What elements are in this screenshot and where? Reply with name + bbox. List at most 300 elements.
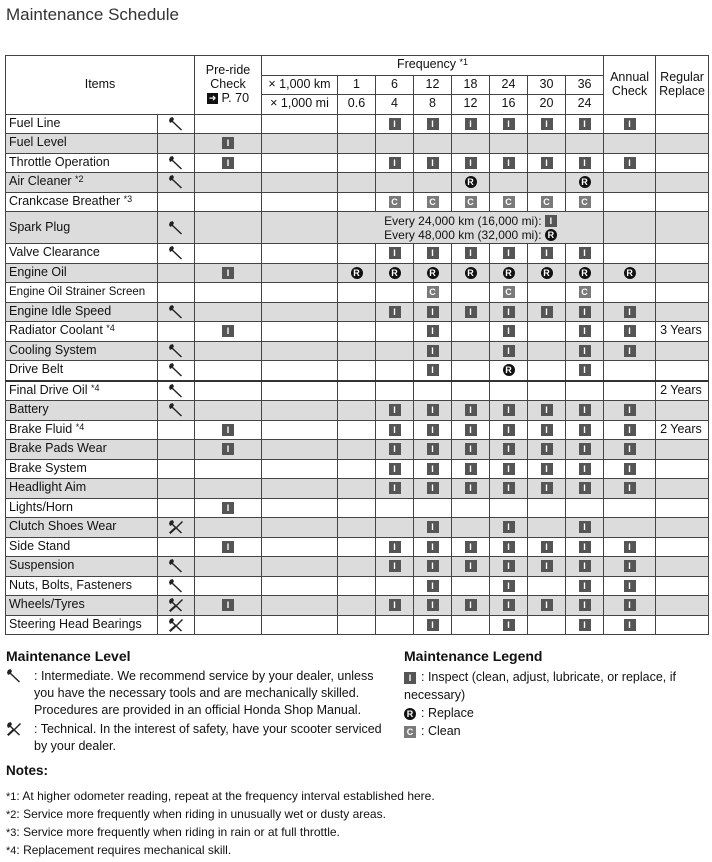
header-preride-line1: Pre-ride [205, 63, 251, 78]
inspect-icon: I [579, 424, 591, 436]
freq-cell-0 [338, 440, 376, 460]
inspect-icon: I [624, 580, 636, 592]
regular-cell [656, 498, 709, 518]
table-row [6, 459, 709, 479]
unit-spacer-cell [262, 518, 338, 538]
legend-clean [404, 722, 704, 740]
freq-cell-1 [376, 322, 414, 342]
inspect-icon: I [389, 247, 401, 259]
freq-cell-1 [376, 498, 414, 518]
replace-icon: R [579, 267, 591, 279]
inspect-icon: I [465, 404, 477, 416]
notes-section [6, 763, 706, 860]
freq-cell-4 [490, 173, 528, 193]
freq-cell-3 [452, 596, 490, 616]
clean-icon: C [541, 196, 553, 208]
item-label: Air Cleaner [9, 174, 72, 189]
freq-cell-3 [452, 401, 490, 421]
notes-heading: Notes: [6, 763, 49, 778]
freq-cell-6 [566, 192, 604, 212]
item-name [6, 244, 158, 264]
freq-cell-1 [376, 557, 414, 577]
header-mi-5: 20 [528, 95, 566, 115]
freq-cell-4 [490, 479, 528, 499]
freq-cell-2 [414, 557, 452, 577]
freq-cell-3 [452, 153, 490, 173]
header-preride-ref [195, 92, 261, 106]
freq-cell-4 [490, 192, 528, 212]
freq-cell-2 [414, 615, 452, 635]
note-3 [6, 824, 706, 842]
annual-cell [604, 479, 656, 499]
freq-cell-2 [414, 459, 452, 479]
inspect-icon: I [503, 619, 515, 631]
wrench-icon [168, 245, 184, 261]
regular-cell [656, 212, 709, 244]
inspect-icon: I [465, 463, 477, 475]
regular-cell [656, 401, 709, 421]
unit-spacer-cell [262, 596, 338, 616]
inspect-icon: I [427, 443, 439, 455]
unit-spacer-cell [262, 537, 338, 557]
freq-cell-0 [338, 615, 376, 635]
item-name [6, 114, 158, 134]
table-row [6, 361, 709, 381]
header-km-4: 24 [490, 75, 528, 95]
inspect-icon: I [541, 560, 553, 572]
replace-icon: R [503, 364, 515, 376]
inspect-icon: I [222, 325, 234, 337]
header-preride-line2: Check [210, 76, 246, 91]
note-text: : Service more frequently when riding in unusually wet or dusty areas. [16, 807, 386, 821]
inspect-icon: I [579, 247, 591, 259]
freq-cell-6 [566, 615, 604, 635]
freq-cell-3 [452, 615, 490, 635]
item-tool [158, 440, 195, 460]
freq-cell-5 [528, 283, 566, 303]
inspect-icon: I [427, 364, 439, 376]
preride-cell [195, 153, 262, 173]
regular-cell [656, 302, 709, 322]
item-tool [158, 518, 195, 538]
item-name [6, 498, 158, 518]
item-name [6, 420, 158, 440]
header-annual [604, 56, 656, 115]
inspect-icon: I [503, 443, 515, 455]
freq-cell-1 [376, 518, 414, 538]
item-name [6, 134, 158, 154]
item-label: Fuel Line [9, 115, 61, 130]
freq-cell-1 [376, 537, 414, 557]
inspect-icon: I [579, 482, 591, 494]
table-row [6, 479, 709, 499]
annual-cell [604, 341, 656, 361]
freq-cell-2 [414, 498, 452, 518]
clean-icon: C [503, 286, 515, 298]
inspect-icon: I [503, 157, 515, 169]
inspect-icon: I [624, 463, 636, 475]
replace-icon: R [579, 176, 591, 188]
unit-spacer-cell [262, 153, 338, 173]
inspect-icon: I [541, 118, 553, 130]
freq-cell-4 [490, 459, 528, 479]
inspect-icon: I [579, 443, 591, 455]
unit-spacer-cell [262, 134, 338, 154]
preride-cell [195, 212, 262, 244]
freq-cell-6 [566, 361, 604, 381]
inspect-icon: I [624, 560, 636, 572]
regular-cell [656, 596, 709, 616]
preride-cell [195, 557, 262, 577]
item-tool [158, 459, 195, 479]
item-label: Steering Head Bearings [9, 616, 142, 631]
table-row [6, 420, 709, 440]
spark-line-2 [338, 228, 603, 242]
item-name [6, 361, 158, 381]
item-name [6, 615, 158, 635]
clean-icon: C [465, 196, 477, 208]
inspect-icon: I [427, 463, 439, 475]
freq-cell-4 [490, 341, 528, 361]
freq-cell-2 [414, 283, 452, 303]
preride-cell [195, 498, 262, 518]
inspect-icon: I [624, 118, 636, 130]
freq-cell-4 [490, 302, 528, 322]
inspect-icon: I [465, 118, 477, 130]
preride-cell [195, 537, 262, 557]
item-note: *4 [90, 382, 100, 393]
table-row [6, 537, 709, 557]
wrench-icon [168, 220, 184, 236]
inspect-icon: I [541, 541, 553, 553]
table-row [6, 381, 709, 401]
freq-cell-2 [414, 576, 452, 596]
annual-cell [604, 302, 656, 322]
item-label: Battery [9, 402, 49, 417]
freq-cell-5 [528, 263, 566, 283]
regular-cell [656, 283, 709, 303]
inspect-icon: I [541, 306, 553, 318]
item-name [6, 212, 158, 244]
inspect-icon: I [624, 482, 636, 494]
item-name [6, 153, 158, 173]
freq-cell-5 [528, 341, 566, 361]
inspect-icon: I [579, 364, 591, 376]
inspect-icon: I [545, 215, 557, 227]
inspect-icon: I [624, 443, 636, 455]
freq-cell-4 [490, 615, 528, 635]
freq-cell-4 [490, 537, 528, 557]
freq-cell-5 [528, 302, 566, 322]
freq-cell-1 [376, 244, 414, 264]
freq-cell-6 [566, 283, 604, 303]
table-row [6, 440, 709, 460]
freq-cell-6 [566, 479, 604, 499]
replace-icon: R [427, 267, 439, 279]
inspect-icon: I [624, 325, 636, 337]
freq-cell-0 [338, 322, 376, 342]
inspect-icon: I [579, 599, 591, 611]
legend-clean-text: : Clean [421, 724, 461, 738]
item-label: Radiator Coolant [9, 323, 103, 338]
header-mi-2: 8 [414, 95, 452, 115]
inspect-icon: I [503, 560, 515, 572]
freq-cell-2 [414, 361, 452, 381]
table-row [6, 192, 709, 212]
freq-cell-6 [566, 134, 604, 154]
table-row [6, 302, 709, 322]
preride-cell [195, 361, 262, 381]
freq-cell-5 [528, 322, 566, 342]
annual-cell [604, 596, 656, 616]
inspect-icon: I [503, 541, 515, 553]
freq-cell-1 [376, 263, 414, 283]
item-label: Brake System [9, 460, 87, 475]
freq-cell-5 [528, 173, 566, 193]
inspect-icon: I [579, 404, 591, 416]
inspect-icon: I [541, 247, 553, 259]
note-text: : At higher odometer reading, repeat at the frequency interval established here. [16, 789, 435, 803]
freq-cell-6 [566, 302, 604, 322]
freq-cell-5 [528, 440, 566, 460]
freq-cell-5 [528, 479, 566, 499]
inspect-icon: I [222, 267, 234, 279]
unit-spacer-cell [262, 459, 338, 479]
annual-cell [604, 537, 656, 557]
freq-cell-6 [566, 557, 604, 577]
regular-cell [656, 557, 709, 577]
inspect-icon: I [503, 580, 515, 592]
freq-cell-0 [338, 557, 376, 577]
freq-cell-2 [414, 302, 452, 322]
freq-cell-6 [566, 596, 604, 616]
inspect-icon: I [579, 541, 591, 553]
item-name [6, 381, 158, 401]
regular-cell [656, 615, 709, 635]
freq-cell-1 [376, 459, 414, 479]
freq-cell-2 [414, 596, 452, 616]
freq-cell-4 [490, 440, 528, 460]
item-label: Brake Fluid [9, 421, 73, 436]
inspect-icon: I [389, 463, 401, 475]
notes-list [6, 788, 706, 860]
annual-cell [604, 263, 656, 283]
freq-cell-4 [490, 134, 528, 154]
regular-cell [656, 518, 709, 538]
header-km-5: 30 [528, 75, 566, 95]
maintenance-table [5, 55, 709, 635]
freq-cell-2 [414, 192, 452, 212]
regular-cell [656, 153, 709, 173]
inspect-icon: I [427, 118, 439, 130]
preride-cell [195, 263, 262, 283]
clean-icon: C [427, 286, 439, 298]
unit-spacer-cell [262, 192, 338, 212]
header-km-1: 6 [376, 75, 414, 95]
inspect-icon: I [427, 599, 439, 611]
item-label: Nuts, Bolts, Fasteners [9, 577, 132, 592]
freq-cell-3 [452, 479, 490, 499]
freq-cell-2 [414, 173, 452, 193]
unit-spacer-cell [262, 361, 338, 381]
annual-cell [604, 134, 656, 154]
item-label: Headlight Aim [9, 480, 87, 495]
item-label: Side Stand [9, 538, 71, 553]
item-tool [158, 114, 195, 134]
inspect-icon: I [427, 521, 439, 533]
clean-icon: C [579, 196, 591, 208]
inspect-icon: I [427, 560, 439, 572]
inspect-icon: I [222, 424, 234, 436]
unit-spacer-cell [262, 381, 338, 401]
header-regular-line2: Replace [659, 83, 705, 98]
item-name [6, 283, 158, 303]
freq-cell-5 [528, 192, 566, 212]
replace-icon: R [404, 708, 416, 720]
preride-cell [195, 596, 262, 616]
freq-cell-2 [414, 479, 452, 499]
item-tool [158, 361, 195, 381]
wrench-icon [168, 578, 184, 594]
annual-cell [604, 114, 656, 134]
annual-cell [604, 576, 656, 596]
note-4 [6, 842, 706, 860]
table-row [6, 518, 709, 538]
item-tool [158, 381, 195, 401]
freq-cell-0 [338, 498, 376, 518]
inspect-icon: I [427, 580, 439, 592]
item-tool [158, 576, 195, 596]
header-km-6: 36 [566, 75, 604, 95]
inspect-icon: I [579, 619, 591, 631]
header-annual-line2: Check [611, 83, 648, 98]
inspect-icon: I [389, 443, 401, 455]
preride-cell [195, 401, 262, 421]
replace-icon: R [389, 267, 401, 279]
freq-cell-1 [376, 192, 414, 212]
inspect-icon: I [503, 482, 515, 494]
header-regular [656, 56, 709, 115]
freq-cell-3 [452, 263, 490, 283]
inspect-icon: I [389, 157, 401, 169]
inspect-icon: I [427, 404, 439, 416]
preride-cell [195, 420, 262, 440]
table-row [6, 341, 709, 361]
preride-page-ref: P. 70 [221, 90, 250, 105]
freq-cell-6 [566, 518, 604, 538]
legend-inspect [404, 668, 704, 704]
annual-cell [604, 420, 656, 440]
replace-icon: R [351, 267, 363, 279]
level-technical [6, 721, 386, 755]
item-name [6, 401, 158, 421]
item-tool [158, 192, 195, 212]
item-label: Lights/Horn [9, 499, 73, 514]
annual-cell [604, 192, 656, 212]
level-intermediate [6, 668, 386, 719]
wrench-icon [168, 174, 184, 190]
inspect-icon: I [579, 345, 591, 357]
inspect-icon: I [427, 619, 439, 631]
note-mark: *4 [6, 845, 17, 857]
freq-cell-0 [338, 153, 376, 173]
note-2 [6, 806, 706, 824]
freq-cell-2 [414, 440, 452, 460]
table-row [6, 153, 709, 173]
freq-cell-4 [490, 498, 528, 518]
table-row [6, 596, 709, 616]
inspect-icon: I [624, 599, 636, 611]
table-row [6, 557, 709, 577]
preride-cell [195, 134, 262, 154]
freq-cell-6 [566, 153, 604, 173]
freq-cell-1 [376, 283, 414, 303]
inspect-icon: I [541, 482, 553, 494]
regular-cell [656, 459, 709, 479]
freq-cell-6 [566, 537, 604, 557]
inspect-icon: I [624, 157, 636, 169]
freq-cell-5 [528, 596, 566, 616]
clean-icon: C [503, 196, 515, 208]
item-label: Engine Oil Strainer Screen [9, 285, 146, 298]
item-tool [158, 615, 195, 635]
inspect-icon: I [624, 424, 636, 436]
inspect-icon: I [222, 541, 234, 553]
freq-cell-4 [490, 420, 528, 440]
clean-icon: C [427, 196, 439, 208]
freq-cell-1 [376, 479, 414, 499]
freq-cell-5 [528, 114, 566, 134]
regular-cell [656, 440, 709, 460]
preride-cell [195, 173, 262, 193]
freq-cell-6 [566, 322, 604, 342]
inspect-icon: I [579, 521, 591, 533]
preride-cell [195, 381, 262, 401]
header-mi-0: 0.6 [338, 95, 376, 115]
freq-cell-4 [490, 401, 528, 421]
item-label: Crankcase Breather [9, 193, 121, 208]
freq-cell-6 [566, 114, 604, 134]
freq-cell-6 [566, 459, 604, 479]
regular-cell [656, 263, 709, 283]
table-row [6, 322, 709, 342]
item-name [6, 576, 158, 596]
unit-spacer-cell [262, 212, 338, 244]
header-mi-6: 24 [566, 95, 604, 115]
regular-cell [656, 192, 709, 212]
annual-cell [604, 518, 656, 538]
item-label: Fuel Level [9, 135, 67, 150]
inspect-icon: I [427, 157, 439, 169]
regular-cell [656, 134, 709, 154]
inspect-icon: I [579, 118, 591, 130]
regular-cell [656, 341, 709, 361]
maintenance-legend-heading: Maintenance Legend [404, 648, 543, 664]
preride-cell [195, 479, 262, 499]
preride-cell [195, 440, 262, 460]
preride-cell [195, 302, 262, 322]
freq-cell-4 [490, 322, 528, 342]
freq-cell-0 [338, 341, 376, 361]
freq-cell-6 [566, 420, 604, 440]
freq-cell-6 [566, 576, 604, 596]
inspect-icon: I [503, 521, 515, 533]
table-row [6, 283, 709, 303]
freq-cell-3 [452, 576, 490, 596]
inspect-icon: I [503, 345, 515, 357]
freq-cell-3 [452, 192, 490, 212]
header-mi-4: 16 [490, 95, 528, 115]
